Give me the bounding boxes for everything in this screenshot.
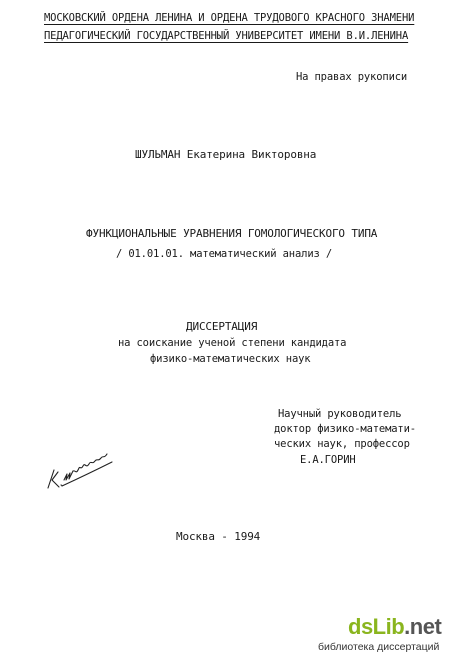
logo-text-main: dsLib <box>348 614 405 639</box>
dissertation-heading: ДИССЕРТАЦИЯ <box>186 320 258 333</box>
supervisor-label: Научный руководитель <box>278 408 402 420</box>
supervisor-degree-line-1: доктор физико-математи- <box>274 423 416 435</box>
author-name: ШУЛЬМАН Екатерина Викторовна <box>135 148 317 161</box>
place-and-year: Москва - 1994 <box>176 530 261 543</box>
supervisor-name: Е.А.ГОРИН <box>300 454 356 466</box>
degree-line-1: на соискание ученой степени кандидата <box>118 337 347 349</box>
handwritten-signature <box>40 440 120 500</box>
header-institution-line-1: МОСКОВСКИЙ ОРДЕНА ЛЕНИНА И ОРДЕНА ТРУДОВОГО КРАСНОГО ЗНАМЕНИ <box>44 12 415 24</box>
rights-note: На правах рукописи <box>296 71 408 83</box>
dslib-watermark <box>318 614 446 658</box>
degree-line-2: физико-математических наук <box>150 353 311 365</box>
header-institution-line-2: ПЕДАГОГИЧЕСКИЙ ГОСУДАРСТВЕННЫЙ УНИВЕРСИТЕТ ИМЕНИ В.И.ЛЕНИНА <box>44 30 409 42</box>
dslib-subtitle: библиотека диссертаций <box>318 641 440 653</box>
dissertation-title: ФУНКЦИОНАЛЬНЫЕ УРАВНЕНИЯ ГОМОЛОГИЧЕСКОГО ТИПА <box>86 227 378 240</box>
specialty-code: / 01.01.01. математический анализ / <box>116 248 333 260</box>
dslib-logo <box>348 614 441 640</box>
logo-text-domain: .net <box>404 614 442 639</box>
supervisor-degree-line-2: ческих наук, профессор <box>274 438 410 450</box>
